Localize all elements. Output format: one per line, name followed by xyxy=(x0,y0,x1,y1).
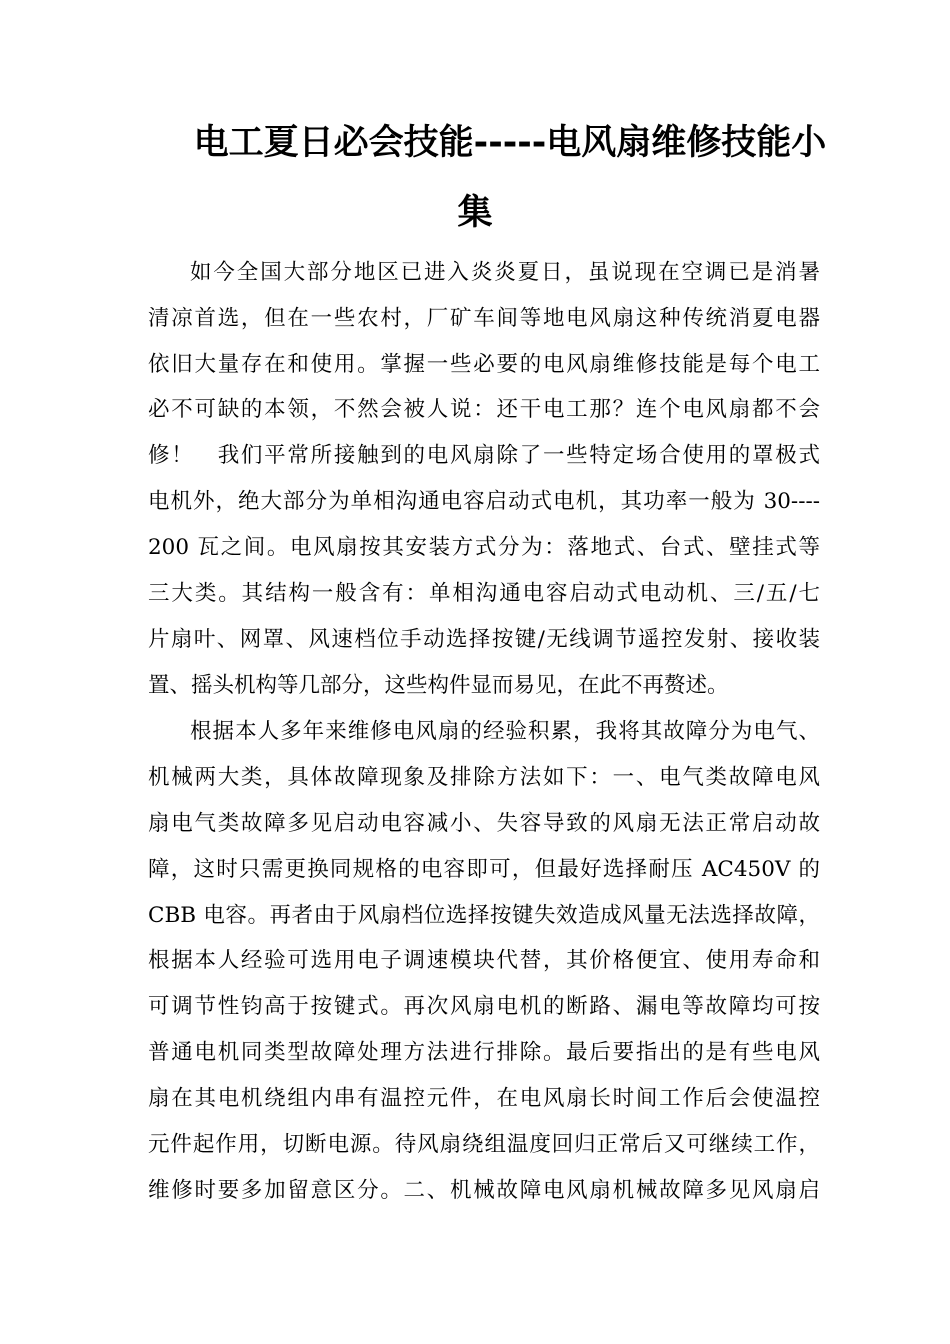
paragraph-1-line: 置、摇头机构等几部分，这些构件显而易见，在此不再赘述。 xyxy=(148,673,729,698)
paragraph-2-line: 普通电机同类型故障处理方法进行排除。最后要指出的是有些电风 xyxy=(148,1040,820,1065)
paragraph-2-line: 维修时要多加留意区分。二、机械故障电风扇机械故障多见风扇启 xyxy=(148,1178,820,1203)
paragraph-2-line: 障，这时只需更换同规格的电容即可，但最好选择耐压 AC450V 的 xyxy=(148,857,820,882)
paragraph-1-line: 如今全国大部分地区已进入炎炎夏日，虽说现在空调已是消暑 xyxy=(190,260,820,285)
document-title-line-1: 电工夏日必会技能-----电风扇维修技能小 xyxy=(193,123,827,163)
paragraph-1-line: 三大类。其结构一般含有：单相沟通电容启动式电动机、三/五/七 xyxy=(148,581,820,606)
paragraph-1-line: 片扇叶、网罩、风速档位手动选择按键/无线调节遥控发射、接收装 xyxy=(148,627,820,652)
paragraph-1-line: 200 瓦之间。电风扇按其安装方式分为：落地式、台式、壁挂式等 xyxy=(148,535,820,560)
paragraph-1-line: 依旧大量存在和使用。掌握一些必要的电风扇维修技能是每个电工 xyxy=(148,352,820,377)
paragraph-2-line: 根据本人经验可选用电子调速模块代替，其价格便宜、使用寿命和 xyxy=(148,948,820,973)
paragraph-2-line: 可调节性钧高于按键式。再次风扇电机的断路、漏电等故障均可按 xyxy=(148,994,820,1019)
paragraph-1-line: 修！ 我们平常所接触到的电风扇除了一些特定场合使用的罩极式 xyxy=(148,443,820,468)
paragraph-1-line: 清凉首选，但在一些农村，厂矿车间等地电风扇这种传统消夏电器 xyxy=(148,306,820,331)
document-title-line-2: 集 xyxy=(457,193,493,233)
paragraph-2-line: 扇电气类故障多见启动电容减小、失容导致的风扇无法正常启动故 xyxy=(148,811,820,836)
paragraph-1-line: 必不可缺的本领，不然会被人说：还干电工那？连个电风扇都不会 xyxy=(148,397,820,422)
paragraph-2-line: 扇在其电机绕组内串有温控元件，在电风扇长时间工作后会使温控 xyxy=(148,1086,820,1111)
paragraph-2-line: 机械两大类，具体故障现象及排除方法如下：一、电气类故障电风 xyxy=(148,765,820,790)
paragraph-2-line: 元件起作用，切断电源。待风扇绕组温度回归正常后又可继续工作， xyxy=(148,1132,820,1157)
paragraph-2-line: CBB 电容。再者由于风扇档位选择按键失效造成风量无法选择故障， xyxy=(148,903,820,928)
paragraph-1-line: 电机外，绝大部分为单相沟通电容启动式电机，其功率一般为 30---- xyxy=(148,489,820,514)
paragraph-2-line: 根据本人多年来维修电风扇的经验积累，我将其故障分为电气、 xyxy=(190,719,820,744)
